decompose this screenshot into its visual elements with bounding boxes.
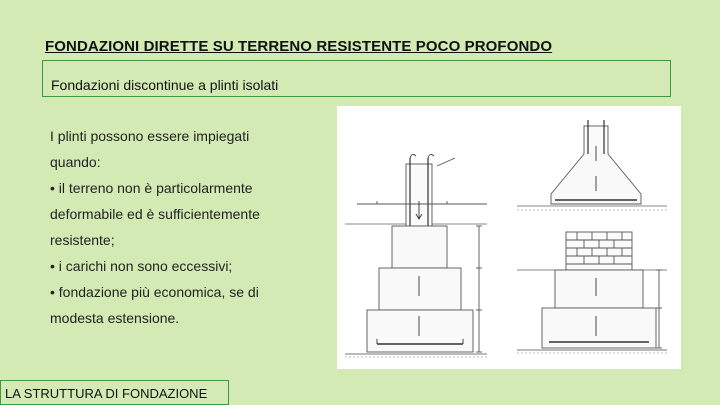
plinth-drawing-figure	[337, 106, 681, 369]
body-line: • i carichi non sono eccessivi;	[50, 258, 233, 274]
body-line: quando:	[50, 154, 101, 170]
body-line: resistente;	[50, 232, 115, 248]
slide-title: FONDAZIONI DIRETTE SU TERRENO RESISTENTE POCO PROFONDO	[45, 38, 553, 55]
subtitle-strong: Fondazioni discontinue	[51, 77, 195, 93]
body-line: • fondazione più economica, se di	[50, 284, 259, 300]
body-line: I plinti possono essere impiegati	[50, 128, 250, 144]
body-line: • il terreno non è particolarmente	[50, 180, 253, 196]
subtitle-rest: a plinti isolati	[194, 77, 279, 93]
body-line: deformabile ed è sufficientemente	[50, 206, 260, 222]
subtitle	[51, 77, 278, 93]
footer-text: LA STRUTTURA DI FONDAZIONE	[5, 386, 208, 401]
footer-box	[0, 380, 229, 405]
body-line: modesta estensione.	[50, 310, 180, 326]
plinth-drawing	[337, 106, 681, 369]
body-text	[50, 123, 320, 331]
subtitle-box	[42, 60, 671, 97]
